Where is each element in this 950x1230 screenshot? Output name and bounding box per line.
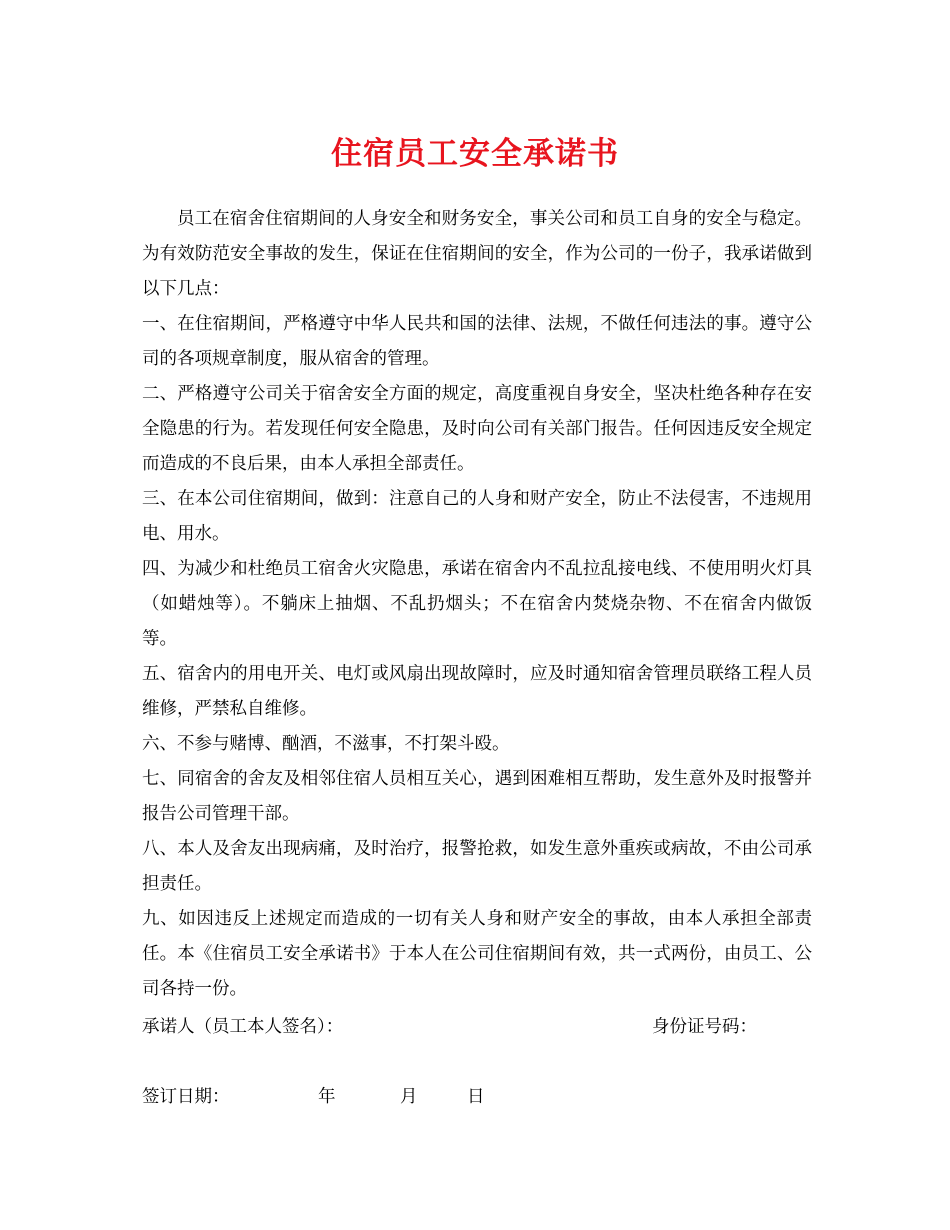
date-row [142,1080,812,1115]
signer-label: 承诺人（员工本人签名）： [142,1017,344,1037]
id-number-label: 身份证号码： [652,1017,757,1037]
day-label: 日 [467,1087,485,1107]
intro-paragraph: 员工在宿舍住宿期间的人身安全和财务安全，事关公司和员工自身的安全与稳定。为有效防范安全事故的发生，保证在住宿期间的安全，作为公司的一份子，我承诺做到以下几点： [142,209,812,299]
item-1: 一、在住宿期间，严格遵守中华人民共和国的法律、法规，不做任何违法的事。遵守公司的各项规章制度，服从宿舍的管理。 [142,314,812,369]
item-5: 五、宿舍内的用电开关、电灯或风扇出现故障时，应及时通知宿舍管理员联络工程人员维修，严禁私自维修。 [142,664,812,719]
item-2: 二、严格遵守公司关于宿舍安全方面的规定，高度重视自身安全，坚决杜绝各种存在安全隐患的行为。若发现任何安全隐患，及时向公司有关部门报告。任何因违反安全规定而造成的不良后果，由本人承担全部责任。 [142,384,812,474]
item-9: 九、如因违反上述规定而造成的一切有关人身和财产安全的事故，由本人承担全部责任。本《住宿员工安全承诺书》于本人在公司住宿期间有效，共一式两份，由员工、公司各持一份。 [142,909,812,999]
item-7: 七、同宿舍的舍友及相邻住宿人员相互关心，遇到困难相互帮助，发生意外及时报警并报告公司管理干部。 [142,769,812,824]
item-4: 四、为减少和杜绝员工宿舍火灾隐患，承诺在宿舍内不乱拉乱接电线、不使用明火灯具（如蜡烛等）。不躺床上抽烟、不乱扔烟头；不在宿舍内焚烧杂物、不在宿舍内做饭等。 [142,559,812,649]
signature-row [142,1010,812,1045]
item-8: 八、本人及舍友出现病痛，及时治疗，报警抢救，如发生意外重疾或病故，不由公司承担责任。 [142,839,812,894]
date-label: 签订日期： [142,1087,230,1107]
year-label: 年 [318,1087,336,1107]
item-3: 三、在本公司住宿期间，做到：注意自己的人身和财产安全，防止不法侵害，不违规用电、用水。 [142,489,812,544]
document-title: 住宿员工安全承诺书 [331,136,619,172]
month-label: 月 [400,1087,418,1107]
item-6: 六、不参与赌博、酗酒，不滋事，不打架斗殴。 [142,734,510,754]
document-body [142,202,812,1007]
